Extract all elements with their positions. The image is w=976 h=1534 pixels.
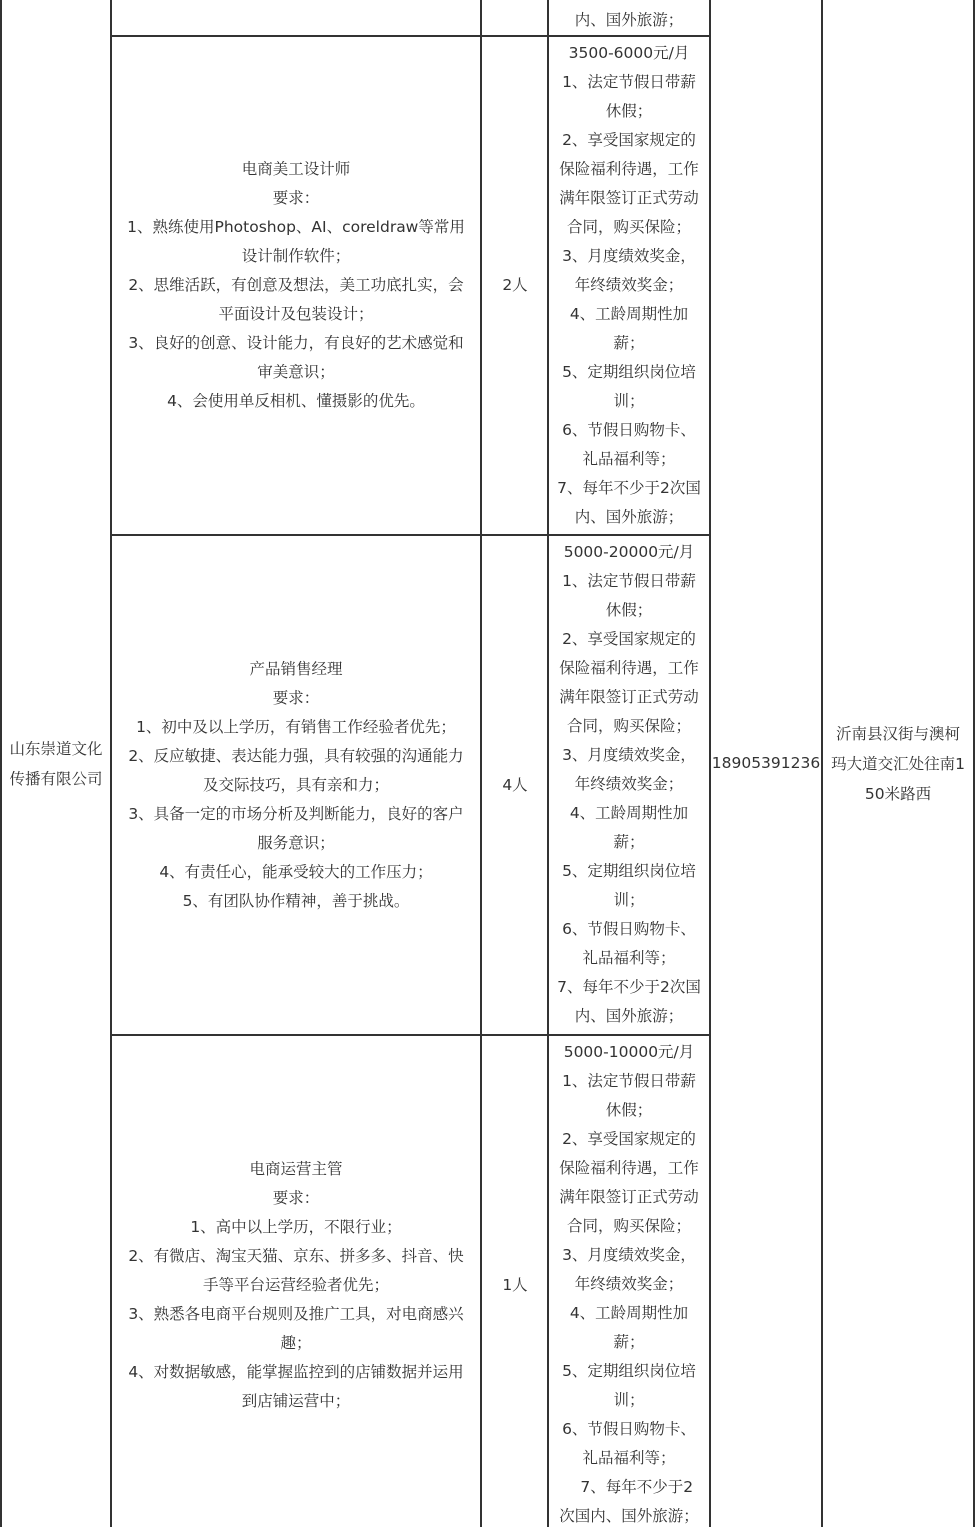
requirement-line: 4、对数据敏感，能掌握监控到的店铺数据并运用 (128, 1362, 464, 1381)
job-requirements-cell (111, 37, 481, 534)
requirement-line: 2、思维活跃，有创意及想法，美工功底扎实，会 (128, 276, 464, 294)
requirement-line: 及交际技巧，具有亲和力； (202, 775, 389, 794)
salary: 5000-10000元/月 (563, 1043, 695, 1061)
address-cell (822, 0, 974, 1527)
requirement-line: 5、有团队协作精神，善于挑战。 (182, 891, 410, 910)
benefit-line: 2、享受国家规定的 (562, 1130, 696, 1148)
benefit-line: 休假； (605, 1101, 653, 1119)
benefit-line: 5、定期组织岗位培 (562, 1362, 696, 1380)
benefit-cell-partial (548, 6, 710, 36)
benefit-line: 5、定期组织岗位培 (562, 363, 696, 381)
requirement-line: 3、具备一定的市场分析及判断能力，良好的客户 (128, 804, 464, 823)
benefit-line: 4、工龄周期性加 (569, 804, 689, 822)
benefit-line: 保险福利待遇，工作 (559, 160, 699, 178)
benefit-line: 合同，购买保险； (566, 218, 691, 236)
benefit-line: 6、节假日购物卡、 (562, 421, 696, 439)
address-line: 沂南县汉街与澳柯 (835, 724, 960, 743)
benefit-line: 内、国外旅游； (574, 1007, 684, 1025)
company-name-cell (2, 0, 110, 1527)
benefit-line: 休假； (605, 601, 653, 619)
requirement-line: 要求： (272, 688, 320, 707)
requirement-line: 服务意识； (257, 833, 335, 852)
requirement-line: 3、良好的创意、设计能力，有良好的艺术感觉和 (128, 334, 464, 352)
benefit-line: 2、享受国家规定的 (562, 630, 696, 648)
requirement-line: 审美意识； (257, 363, 335, 381)
job-title: 产品销售经理 (249, 659, 343, 678)
benefit-line: 内、国外旅游； (574, 11, 684, 29)
benefit-line: 3、月度绩效奖金， (562, 746, 696, 764)
benefit-line: 礼品福利等； (582, 450, 676, 468)
requirement-line: 4、有责任心，能承受较大的工作压力； (159, 862, 433, 881)
headcount: 1人 (502, 1275, 528, 1294)
requirement-line: 要求： (272, 1188, 320, 1207)
requirement-line: 要求： (272, 189, 320, 207)
contact-phone-cell (710, 0, 822, 1527)
benefit-line: 训； (613, 891, 645, 909)
requirement-line: 1、熟练使用Photoshop、AI、coreldraw等常用 (127, 218, 465, 236)
headcount-cell (482, 536, 548, 1034)
benefit-line: 1、法定节假日带薪 (562, 572, 696, 590)
benefit-line: 薪； (613, 334, 645, 352)
requirement-line: 手等平台运营经验者优先； (202, 1275, 389, 1294)
benefit-line: 3、月度绩效奖金， (562, 1246, 696, 1264)
headcount: 2人 (502, 276, 528, 294)
benefit-line: 薪； (613, 833, 645, 851)
requirement-line: 2、有微店、淘宝天猫、京东、拼多多、抖音、快 (128, 1246, 464, 1265)
benefit-line: 年终绩效奖金； (574, 775, 684, 793)
benefit-line: 4、工龄周期性加 (569, 1304, 689, 1322)
benefit-line: 年终绩效奖金； (574, 1275, 684, 1293)
requirement-line: 2、反应敏捷、表达能力强，具有较强的沟通能力 (128, 746, 464, 765)
benefit-line: 7、每年不少于2次国 (557, 479, 701, 497)
benefit-line: 合同，购买保险； (566, 1217, 691, 1235)
benefit-line: 年终绩效奖金； (574, 276, 684, 294)
benefit-line: 7、每年不少于2 (564, 1478, 694, 1496)
address-line: 玛大道交汇处往南1 (831, 754, 965, 773)
benefit-line: 训； (613, 392, 645, 410)
benefit-line: 6、节假日购物卡、 (562, 920, 696, 938)
benefit-line: 6、节假日购物卡、 (562, 1420, 696, 1438)
requirement-line: 平面设计及包装设计； (218, 305, 374, 323)
benefit-line: 2、享受国家规定的 (562, 131, 696, 149)
requirement-line: 3、熟悉各电商平台规则及推广工具，对电商感兴 (128, 1304, 464, 1323)
benefit-line: 5、定期组织岗位培 (562, 862, 696, 880)
benefit-line: 合同，购买保险； (566, 717, 691, 735)
benefit-line: 训； (613, 1391, 645, 1409)
address-line: 50米路西 (864, 784, 932, 803)
benefit-line: 4、工龄周期性加 (569, 305, 689, 323)
requirement-line: 1、初中及以上学历，有销售工作经验者优先； (136, 717, 456, 736)
salary: 5000-20000元/月 (563, 543, 695, 561)
headcount: 4人 (502, 775, 528, 794)
benefit-line: 内、国外旅游； (574, 508, 684, 526)
benefit-line: 礼品福利等； (582, 1449, 676, 1467)
benefit-line: 1、法定节假日带薪 (562, 73, 696, 91)
benefit-line: 礼品福利等； (582, 949, 676, 967)
headcount-cell (482, 37, 548, 534)
contact-phone: 18905391236 (711, 754, 821, 772)
company-name-line: 传播有限公司 (9, 769, 103, 788)
headcount-cell (482, 1036, 548, 1534)
salary-benefits-cell (548, 39, 710, 534)
benefit-line: 3、月度绩效奖金， (562, 247, 696, 265)
job-title: 电商运营主管 (249, 1159, 343, 1178)
salary-benefits-cell (548, 1038, 710, 1527)
benefit-line: 满年限签订正式劳动 (559, 1188, 699, 1206)
benefit-line: 保险福利待遇，工作 (559, 1159, 699, 1177)
benefit-line: 7、每年不少于2次国 (557, 978, 701, 996)
salary: 3500-6000元/月 (568, 44, 690, 62)
benefit-line: 满年限签订正式劳动 (559, 189, 699, 207)
benefit-line: 1、法定节假日带薪 (562, 1072, 696, 1090)
requirement-line: 4、会使用单反相机、懂摄影的优先。 (167, 392, 425, 410)
company-name-line: 山东崇道文化 (9, 739, 103, 758)
requirement-line: 1、高中以上学历，不限行业； (190, 1217, 402, 1236)
benefit-line: 次国内、国外旅游； (559, 1507, 699, 1525)
benefit-line: 满年限签订正式劳动 (559, 688, 699, 706)
requirement-line: 趣； (280, 1333, 312, 1352)
salary-benefits-cell (548, 538, 710, 1034)
benefit-line: 保险福利待遇，工作 (559, 659, 699, 677)
requirement-line: 到店铺运营中； (241, 1391, 351, 1410)
job-title: 电商美工设计师 (241, 160, 351, 178)
benefit-line: 休假； (605, 102, 653, 120)
benefit-line: 薪； (613, 1333, 645, 1351)
job-requirements-cell (111, 1036, 481, 1534)
requirement-line: 设计制作软件； (241, 247, 351, 265)
job-requirements-cell (111, 536, 481, 1034)
